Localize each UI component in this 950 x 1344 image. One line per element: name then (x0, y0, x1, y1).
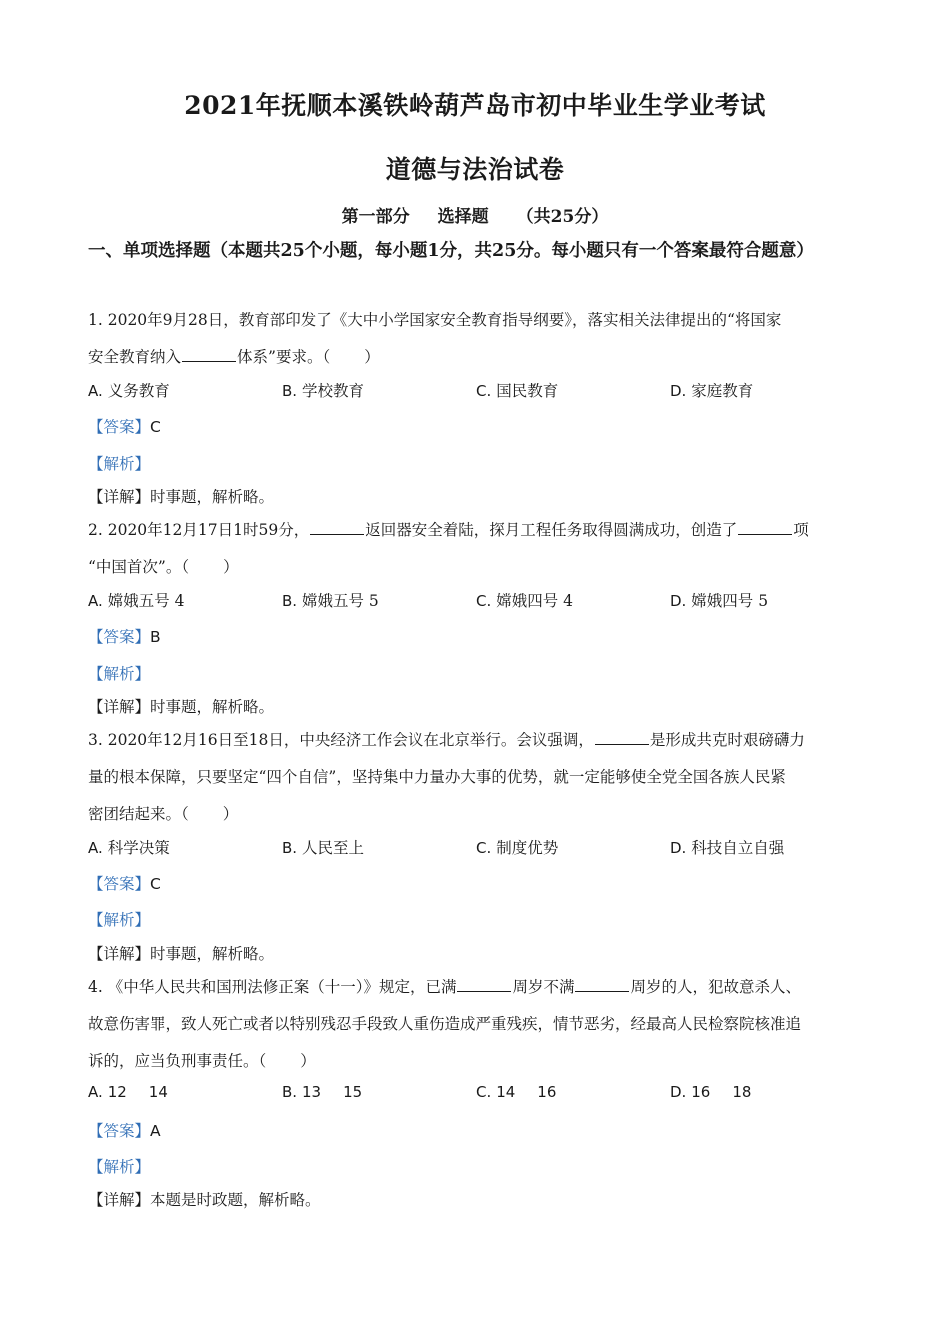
answer-blank (310, 533, 364, 535)
option-b[interactable]: B. 13 15 (282, 1083, 363, 1101)
part-score: （共25分） (516, 207, 609, 227)
option-d[interactable]: D. 16 18 (670, 1083, 752, 1101)
option-a[interactable]: A. 科学决策 (88, 839, 170, 857)
q4-analysis-label: 【解析】 (88, 1158, 151, 1176)
option-a[interactable]: A. 义务教育 (88, 382, 170, 400)
q4-stem-line3: 诉的，应当负刑事责任。（ ） (88, 1052, 316, 1070)
q1-analysis-label: 【解析】 (88, 455, 151, 473)
answer-blank (457, 990, 511, 992)
q3-analysis-label: 【解析】 (88, 911, 151, 929)
section-heading: 一、单项选择题（本题共25个小题，每小题1分，共25分。每小题只有一个答案最符合题意） (88, 241, 814, 261)
q2-answer: 【答案】B (88, 628, 161, 646)
q2-detail: 【详解】时事题，解析略。 (88, 698, 275, 716)
q3-detail: 【详解】时事题，解析略。 (88, 945, 275, 963)
q4-stem-line1: 4. 《中华人民共和国刑法修正案（十一）》规定，已满 周岁不满 周岁的人，犯故意杀人、 (88, 978, 801, 996)
option-b[interactable]: B. 嫦娥五号 5 (282, 592, 379, 610)
part-heading (0, 202, 950, 227)
part-name: 选择题 (437, 207, 489, 227)
option-a[interactable]: A. 12 14 (88, 1083, 168, 1101)
answer-blank (738, 533, 792, 535)
option-a[interactable]: A. 嫦娥五号 4 (88, 592, 185, 610)
q2-stem-line1: 2. 2020年12月17日1时59分， 返回器安全着陆，探月工程任务取得圆满成功，创造了 项 (88, 521, 809, 539)
exam-subject-title: 道德与法治试卷 (385, 155, 565, 184)
answer-blank (182, 360, 236, 362)
part-label: 第一部分 (341, 207, 410, 227)
option-b[interactable]: B. 学校教育 (282, 382, 365, 400)
answer-blank (595, 743, 649, 745)
option-d[interactable]: D. 科技自立自强 (670, 839, 785, 857)
q3-stem-line2: 量的根本保障，只要坚定“四个自信”，坚持集中力量办大事的优势，就一定能够使全党全国各族人民紧 (88, 768, 786, 786)
q1-stem-line1: 1. 2020年9月28日，教育部印发了《大中小学国家安全教育指导纲要》，落实相关法律提出的“将国家 (88, 311, 782, 329)
q4-answer: 【答案】A (88, 1122, 161, 1140)
exam-title: 2021年抚顺本溪铁岭葫芦岛市初中毕业生学业考试 (184, 91, 766, 120)
option-c[interactable]: C. 国民教育 (476, 382, 559, 400)
option-d[interactable]: D. 嫦娥四号 5 (670, 592, 769, 610)
q1-stem-line2: 安全教育纳入 体系”要求。（ ） (88, 348, 380, 366)
option-c[interactable]: C. 制度优势 (476, 839, 559, 857)
q3-stem-line1: 3. 2020年12月16日至18日，中央经济工作会议在北京举行。会议强调， 是形成共克时艰磅礴力 (88, 731, 805, 749)
option-d[interactable]: D. 家庭教育 (670, 382, 754, 400)
answer-blank (575, 990, 629, 992)
q2-stem-line2: “中国首次”。（ ） (88, 558, 239, 576)
q2-analysis-label: 【解析】 (88, 665, 151, 683)
q4-detail: 【详解】本题是时政题，解析略。 (88, 1191, 321, 1209)
q3-answer: 【答案】C (88, 875, 161, 893)
q1-detail: 【详解】时事题，解析略。 (88, 488, 275, 506)
option-c[interactable]: C. 14 16 (476, 1083, 557, 1101)
option-b[interactable]: B. 人民至上 (282, 839, 365, 857)
q4-stem-line2: 故意伤害罪，致人死亡或者以特别残忍手段致人重伤造成严重残疾，情节恶劣，经最高人民检察院核准追 (88, 1015, 802, 1033)
option-c[interactable]: C. 嫦娥四号 4 (476, 592, 573, 610)
q1-answer: 【答案】C (88, 418, 161, 436)
q3-stem-line3: 密团结起来。（ ） (88, 805, 239, 823)
